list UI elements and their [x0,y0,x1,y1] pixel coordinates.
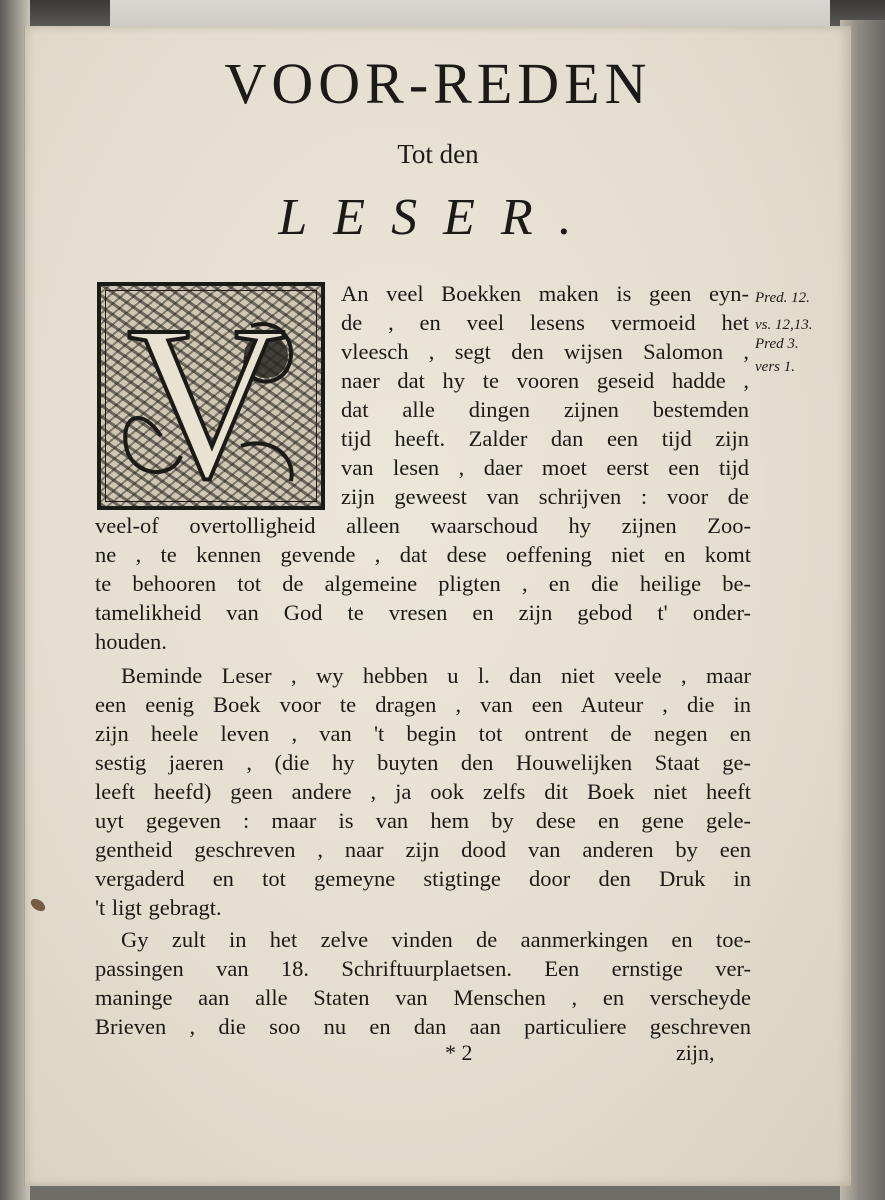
body-text-line: passingen van 18. Schriftuurplaetsen. Een ernstige ver- [95,956,751,981]
body-text-line: vergaderd en tot gemeyne stigtinge door den Druk in [95,866,751,891]
margin-note-3: Pred 3. [755,336,799,352]
signature-mark: * 2 [445,1040,473,1065]
page-subtitle: Tot den [397,139,479,169]
body-text-line: ne , te kennen gevende , dat dese oeffening niet en komt [95,542,751,567]
body-text-line: 't ligt gebragt. [95,895,222,920]
drop-cap-letter: V [127,286,286,506]
book-page [24,26,851,1186]
body-text-line: van lesen , daer moet eerst een tijd [341,455,749,480]
body-text-line: sestig jaeren , (die hy buyten den Houwelijken Staat ge- [95,750,751,775]
margin-note-1: Pred. 12. [755,290,810,306]
body-text-line: tijd heeft. Zalder dan een tijd zijn [341,426,749,451]
decorated-initial-v [97,282,325,510]
initial-letter-graphic [101,286,321,506]
body-text-line: naer dat hy te vooren geseid hadde , [341,368,749,393]
body-text-line: een eenig Boek voor te dragen , van een Auteur , die in [95,692,751,717]
margin-note-4: vers 1. [755,359,795,375]
body-text-line: houden. [95,629,167,654]
body-text-line: zijn heele leven , van 't begin tot ontrent de negen en [95,721,751,746]
body-text-line: Beminde Leser , wy hebben u l. dan niet veele , maar [121,663,751,688]
body-text-line: maninge aan alle Staten van Menschen , en verscheyde [95,985,751,1010]
page-heading-leser: LESER. [278,189,598,246]
body-text-line: Brieven , die soo nu en dan aan particuliere geschreven [95,1014,751,1039]
body-text-line: tamelikheid van God te vresen en zijn gebod t' onder- [95,600,751,625]
body-text-line: vleesch , segt den wijsen Salomon , [341,339,749,364]
body-text-line: te behooren tot de algemeine pligten , en die heilige be- [95,571,751,596]
body-text-line: de , en veel lesens vermoeid het [341,310,749,335]
body-text-line: An veel Boekken maken is geen eyn- [341,281,749,306]
body-text-line: veel-of overtolligheid alleen waarschoud hy zijnen Zoo- [95,513,751,538]
body-text-line: uyt gegeven : maar is van hem by dese en gene gele- [95,808,751,833]
body-text-line: gentheid geschreven , naar zijn dood van anderen by een [95,837,751,862]
margin-note-2: vs. 12,13. [755,317,813,333]
body-text-line: Gy zult in het zelve vinden de aanmerkingen en toe- [121,927,751,952]
body-text-line: zijn geweest van schrijven : voor de [341,484,749,509]
body-text-line: leeft heefd) geen andere , ja ook zelfs dit Boek niet heeft [95,779,751,804]
page-title: VOOR-REDEN [224,51,652,116]
previous-page-edge [110,0,830,27]
body-text-line: dat alle dingen zijnen bestemden [341,397,749,422]
catchword: zijn, [676,1040,715,1065]
